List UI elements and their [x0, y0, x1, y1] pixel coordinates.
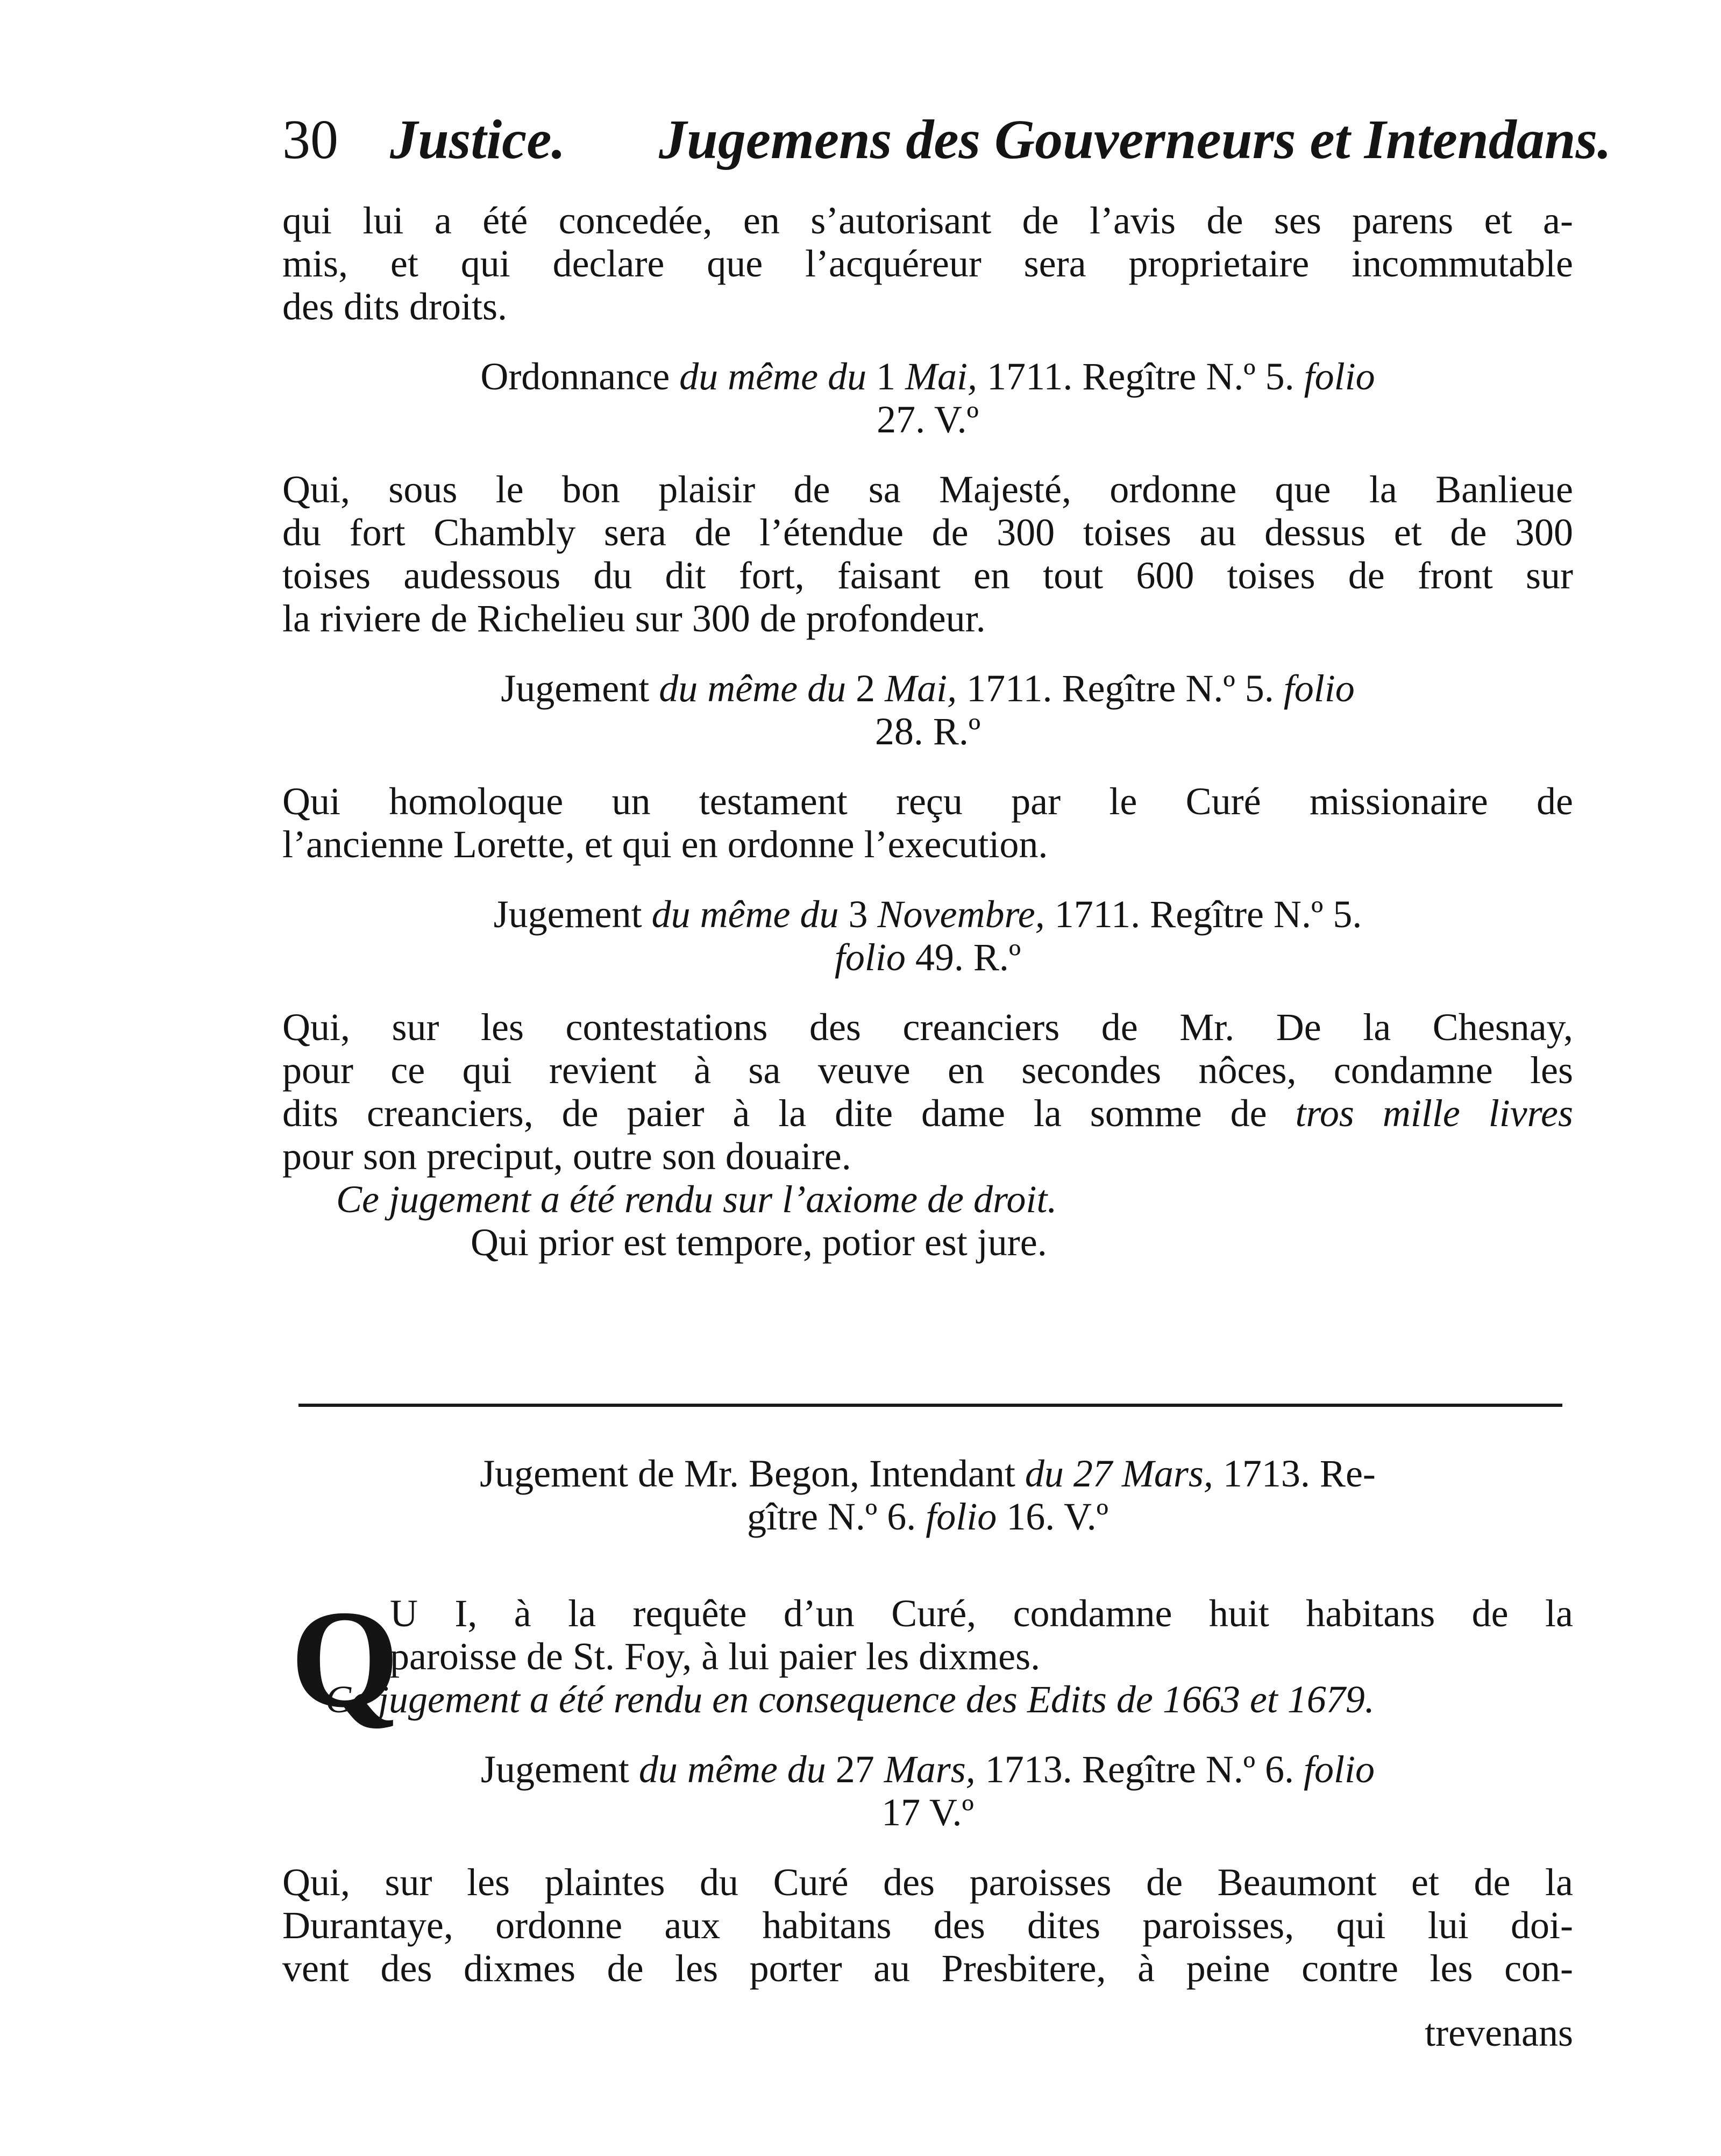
entry-heading: Ordonnance du même du 1 Mai, 1711. Regître N.º 5. folio [480, 355, 1375, 398]
text-line: Qui, sur les plaintes du Curé des paroisses de Beaumont et de la [282, 1861, 1573, 1904]
running-header [282, 108, 1612, 188]
entry-heading: Jugement du même du 3 Novembre, 1711. Regître N.º 5. [493, 893, 1362, 936]
text-line: dits creanciers, de paier à la dite dame la somme de tros mille livres [282, 1092, 1574, 1135]
note-line: Ce jugement a été rendu sur l’axiome de droit. [336, 1178, 1057, 1221]
catchword: trevenans [1425, 2011, 1573, 2054]
maxim-line: Qui prior est tempore, potior est jure. [471, 1221, 1047, 1264]
section-title: Justice. [390, 109, 566, 170]
text-line: toises audessous du dit fort, faisant en tout 600 toises de front sur [282, 554, 1573, 597]
note-line: Ce jugement a été rendu en consequence des Edits de 1663 et 1679. [325, 1678, 1375, 1721]
document-page [282, 32, 1612, 2130]
text-line: U I, à la requête d’un Curé, condamne huit habitans de la [390, 1592, 1573, 1635]
entry-heading-cont: gître N.º 6. folio 16. V.º [746, 1495, 1109, 1538]
text-line: l’ancienne Lorette, et qui en ordonne l’execution. [282, 823, 1048, 866]
entry-heading-cont: 28. R.º [874, 710, 981, 753]
text-line: pour ce qui revient à sa veuve en secondes nôces, condamne les [282, 1049, 1573, 1092]
header-title: Jugemens des Gouverneurs et Intendans. [659, 109, 1612, 170]
text-line: Qui homoloque un testament reçu par le Curé missionaire de [282, 780, 1573, 823]
text-line: mis, et qui declare que l’acquéreur sera proprietaire incommutable [282, 242, 1573, 285]
page-number: 30 [282, 109, 338, 170]
text-line: pour son preciput, outre son douaire. [282, 1135, 851, 1178]
entry-heading: Jugement du même du 2 Mai, 1711. Regître N.º 5. folio [501, 667, 1355, 710]
section-divider [298, 1404, 1562, 1407]
text-line: des dits droits. [282, 285, 508, 328]
text-line: qui lui a été concedée, en s’autorisant de l’avis de ses parens et a- [282, 199, 1573, 242]
text-line: paroisse de St. Foy, à lui paier les dixmes. [390, 1635, 1041, 1678]
entry-heading-cont: folio 49. R.º [834, 936, 1021, 979]
text-line: Durantaye, ordonne aux habitans des dites paroisses, qui lui doi- [282, 1904, 1573, 1947]
text-line: Qui, sur les contestations des creanciers de Mr. De la Chesnay, [282, 1006, 1573, 1049]
text-line: Qui, sous le bon plaisir de sa Majesté, ordonne que la Banlieue [282, 468, 1573, 511]
text-line: la riviere de Richelieu sur 300 de profondeur. [282, 597, 986, 640]
entry-heading-cont: 27. V.º [877, 398, 979, 441]
entry-heading-cont: 17 V.º [881, 1791, 974, 1834]
entry-heading: Jugement du même du 27 Mars, 1713. Regître N.º 6. folio [480, 1748, 1375, 1791]
entry-heading: Jugement de Mr. Begon, Intendant du 27 Mars, 1713. Re- [480, 1452, 1376, 1495]
text-line: vent des dixmes de les porter au Presbitere, à peine contre les con- [282, 1947, 1573, 1990]
drop-cap: Q [290, 1582, 400, 1737]
text-line: du fort Chambly sera de l’étendue de 300 toises au dessus et de 300 [282, 511, 1573, 554]
